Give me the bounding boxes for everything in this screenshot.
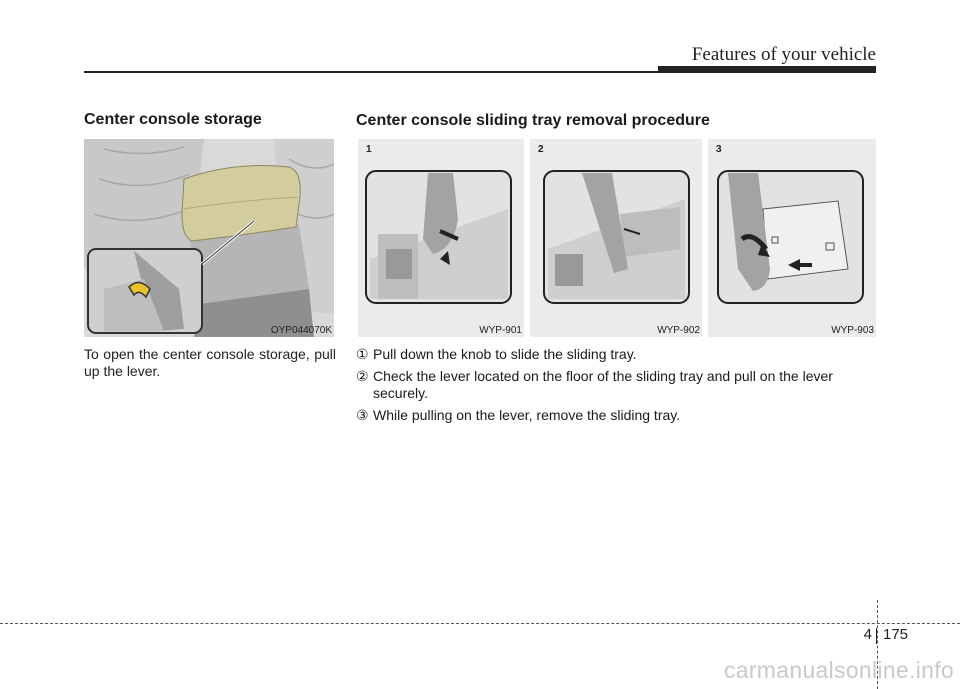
console-storage-illustration: [84, 139, 334, 337]
section-title-console-storage: Center console storage: [84, 111, 262, 128]
step-3-illustration: [708, 139, 876, 337]
step-text: Pull down the knob to slide the sliding tray.: [373, 346, 637, 362]
chapter-header-title: Features of your vehicle: [691, 44, 876, 65]
list-item: [356, 368, 876, 402]
figure-number: 1: [366, 144, 372, 155]
step-marker: ①: [356, 346, 369, 362]
step-1-illustration: [358, 139, 524, 337]
removal-steps-list: [356, 346, 876, 429]
figure-step-3: [708, 139, 876, 337]
figure-step-1: [358, 139, 524, 337]
step-marker: ②: [356, 368, 369, 384]
footer-rule: [0, 623, 960, 624]
step-text: Check the lever located on the floor of the sliding tray and pull on the lever securely.: [373, 368, 833, 401]
figure-code-label: WYP-902: [657, 325, 700, 336]
step-text: While pulling on the lever, remove the sliding tray.: [373, 407, 681, 423]
watermark-text: carmanualsonline.info: [723, 657, 954, 683]
list-item: [356, 407, 876, 424]
page-number: 175: [883, 626, 909, 643]
figure-step-2: [530, 139, 702, 337]
chapter-number: 4: [863, 626, 872, 643]
step-2-illustration: [530, 139, 702, 337]
step-marker: ③: [356, 407, 369, 423]
console-storage-instruction: To open the center console storage, pull up the lever.: [84, 346, 336, 379]
figure-number: 2: [538, 144, 544, 155]
figure-code-label: OYP044070K: [270, 325, 332, 336]
list-item: [356, 346, 876, 363]
section-title-tray-removal: Center console sliding tray removal procedure: [356, 112, 710, 129]
figure-code-label: WYP-901: [479, 325, 522, 336]
figure-console-storage: [84, 139, 334, 337]
figure-number: 3: [716, 144, 722, 155]
page-number-separator: [876, 628, 877, 644]
header-rule-accent: [658, 66, 876, 73]
figure-code-label: WYP-903: [831, 325, 874, 336]
